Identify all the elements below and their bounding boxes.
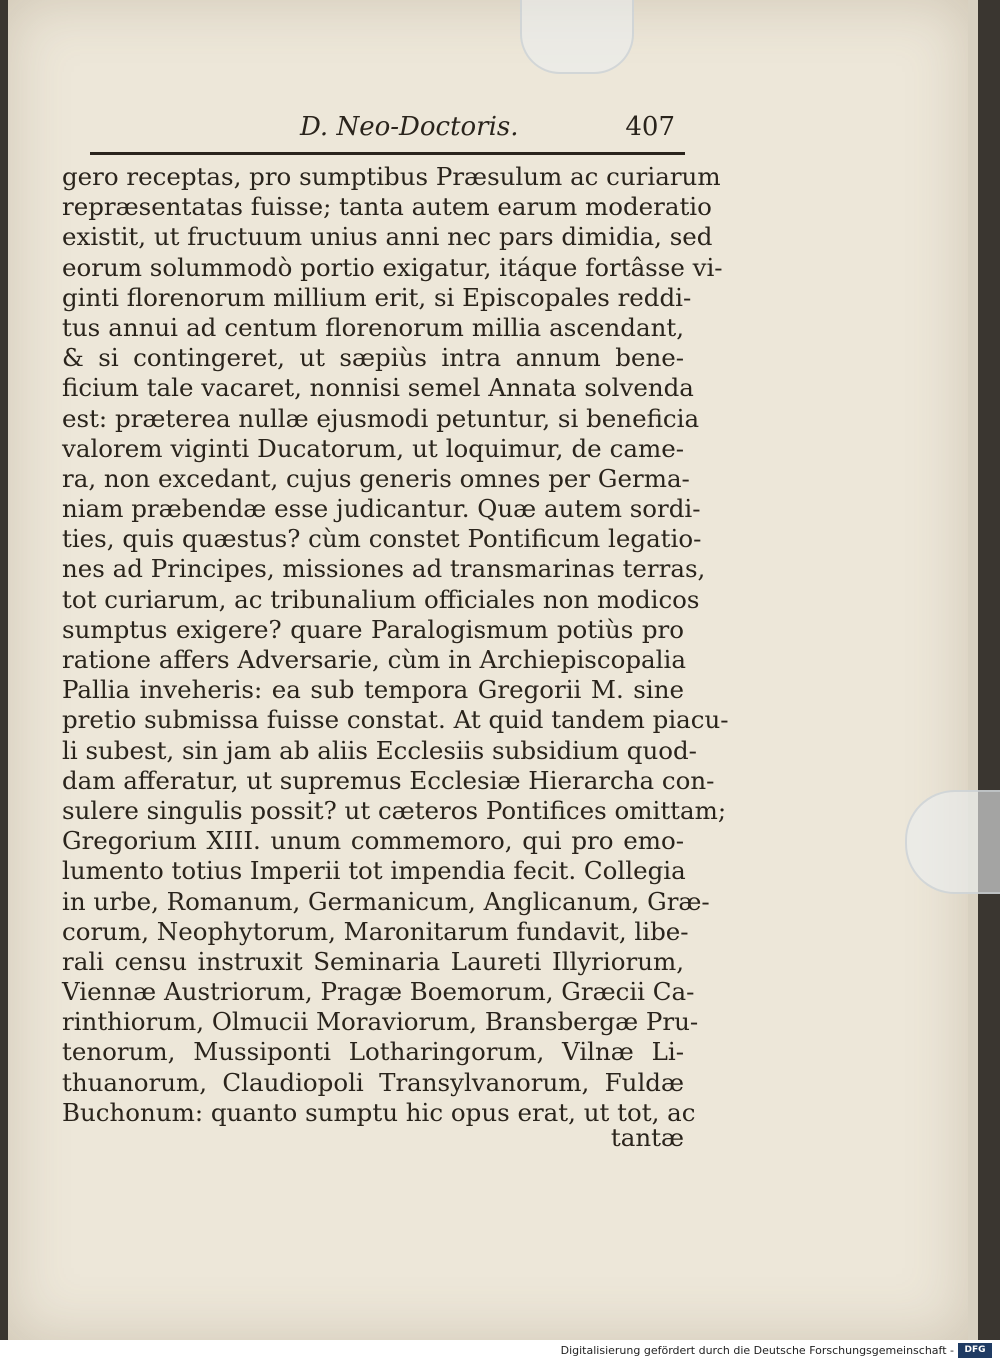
text-line: Pallia inveheris: ea sub tempora Gregorii M. sine	[62, 675, 684, 705]
text-line: sulere singulis possit? ut cæteros Pontifices omittam;	[62, 795, 727, 825]
running-title: D. Neo-Doctoris.	[300, 112, 519, 142]
text-line: tot curiarum, ac tribunalium officiales non modicos	[62, 584, 700, 614]
page-edge	[968, 0, 978, 1340]
paper-clip-side	[905, 790, 1000, 894]
text-line: corum, Neophytorum, Maronitarum fundavit, libe-	[62, 916, 689, 946]
page-number: 407	[625, 112, 675, 142]
text-line: li subest, sin jam ab aliis Ecclesiis subsidium quod-	[62, 735, 697, 765]
catchword: tantæ	[610, 1123, 684, 1152]
text-line: Buchonum: quanto sumptu hic opus erat, ut tot, ac	[62, 1097, 696, 1127]
body-text	[62, 162, 729, 1128]
text-line: ficium tale vacaret, nonnisi semel Annata solvenda	[62, 373, 694, 403]
header-rule	[90, 152, 685, 155]
text-line: dam afferatur, ut supremus Ecclesiæ Hierarcha con-	[62, 765, 715, 795]
text-line: rali censu instruxit Seminaria Laureti Illyriorum,	[62, 946, 684, 976]
text-line: pretio submissa fuisse constat. At quid tandem piacu-	[62, 705, 729, 735]
text-line: lumento totius Imperii tot impendia fecit. Collegia	[62, 856, 686, 886]
text-line: gero receptas, pro sumptibus Præsulum ac curiarum	[62, 162, 721, 191]
text-line: existit, ut fructuum unius anni nec pars dimidia, sed	[62, 222, 713, 252]
funding-credit: Digitalisierung gefördert durch die Deutsche Forschungsgemeinschaft -	[560, 1344, 954, 1357]
dfg-logo: DFG	[958, 1343, 992, 1358]
text-line: Gregorium XIII. unum commemoro, qui pro emo-	[62, 826, 684, 856]
text-line: rinthiorum, Olmucii Moraviorum, Bransbergæ Pru-	[62, 1007, 699, 1037]
text-line: thuanorum, Claudiopoli Transylvanorum, Fuldæ	[62, 1067, 684, 1097]
text-line: niam præbendæ esse judicantur. Quæ autem sordi-	[62, 494, 701, 524]
footer-bar	[0, 1340, 1000, 1362]
text-line: ratione affers Adversarie, cùm in Archiepiscopalia	[62, 645, 686, 674]
text-line: est: præterea nullæ ejusmodi petuntur, si beneficia	[62, 403, 700, 433]
text-line: tus annui ad centum florenorum millia ascendant,	[62, 312, 684, 342]
text-line: tenorum, Mussiponti Lotharingorum, Vilnæ Li-	[62, 1037, 684, 1067]
text-line: valorem viginti Ducatorum, ut loquimur, de came-	[62, 433, 684, 463]
text-line: ginti florenorum millium erit, si Episcopales reddi-	[62, 282, 692, 312]
text-line: nes ad Principes, missiones ad transmarinas terras,	[62, 554, 706, 584]
text-line: ra, non excedant, cujus generis omnes per Germa-	[62, 463, 690, 493]
text-line: sumptus exigere? quare Paralogismum potiùs pro	[62, 614, 684, 644]
text-line: eorum solummodò portio exigatur, itáque fortâsse vi-	[62, 252, 723, 282]
paper-clip-top	[520, 0, 634, 74]
text-line: repræsentatas fuisse; tanta autem earum moderatio	[62, 192, 712, 222]
text-line: ties, quis quæstus? cùm constet Pontificum legatio-	[62, 524, 702, 554]
text-line: in urbe, Romanum, Germanicum, Anglicanum, Græ-	[62, 886, 710, 916]
text-line: Viennæ Austriorum, Pragæ Boemorum, Græcii Ca-	[62, 977, 695, 1007]
text-line: & si contingeret, ut sæpiùs intra annum bene-	[62, 343, 684, 373]
